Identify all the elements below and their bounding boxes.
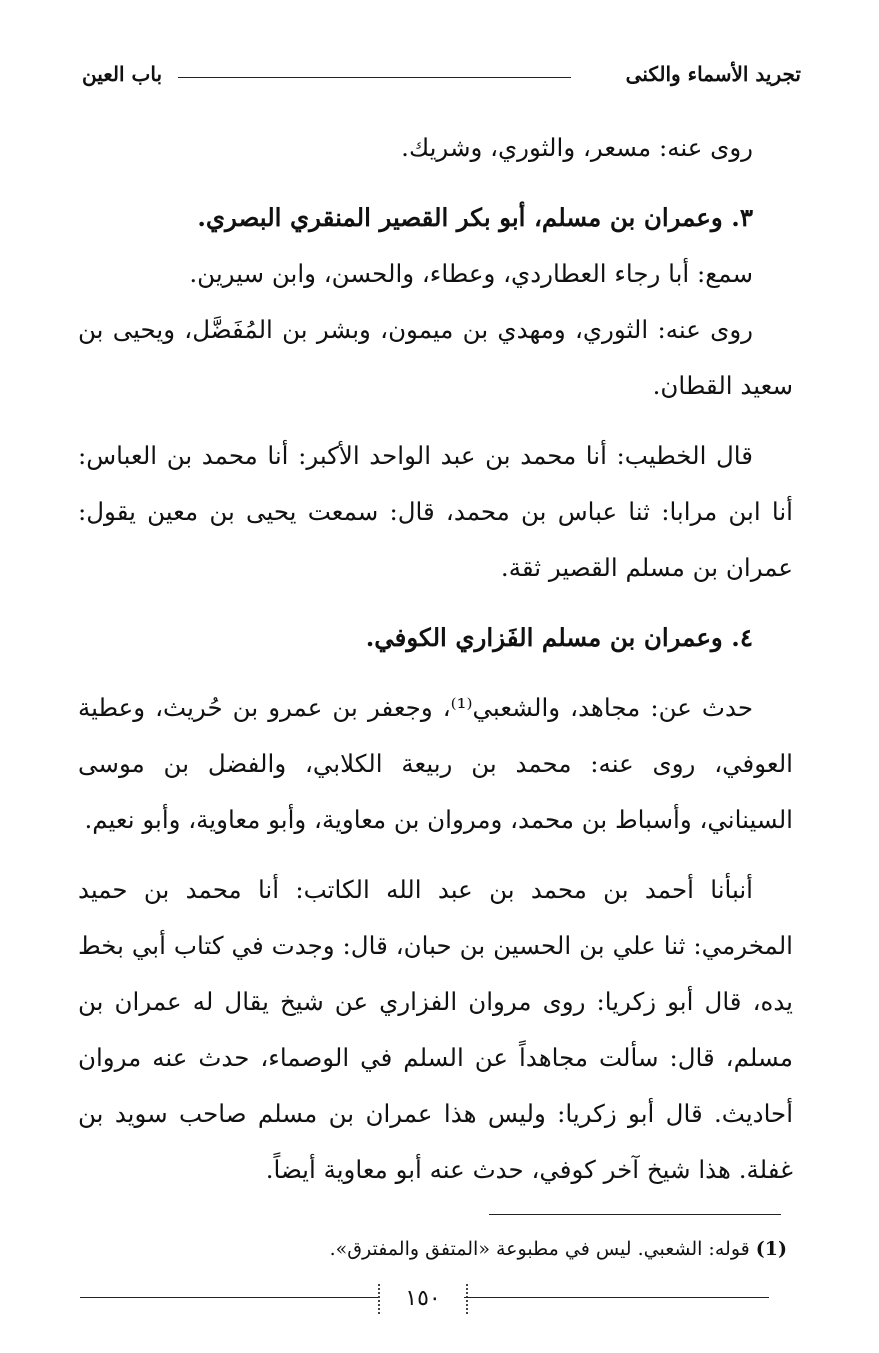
entry-heading: ٣. وعمران بن مسلم، أبو بكر القصير المنقري البصري. [197, 203, 753, 232]
paragraph: أنبأنا أحمد بن محمد بن عبد الله الكاتب: أنا محمد بن حميد المخرمي: ثنا علي بن الحسين بن حبان، قال: وجدت في كتاب أبي بخط يده، قال أبو زكريا: روى مروان الفزاري عن شيخ يقال له عمران بن مسلم، قال: سألت مجاهداً عن السلم في الوصماء، حدث عنه مروان أحاديث. قال أبو زكريا: وليس هذا عمران بن مسلم صاحب سويد بن غفلة. هذا شيخ آخر كوفي، حدث عنه أبو معاوية أيضاً. [78, 875, 793, 1184]
footnote-number: (1) [755, 1238, 787, 1260]
footnote-text: قوله: الشعبي. ليس في مطبوعة «المتفق والمفترق». [329, 1238, 750, 1260]
book-title: تجريد الأسماء والكنى [625, 62, 801, 86]
paragraph: روى عنه: مسعر، والثوري، وشريك. [401, 133, 753, 162]
page-number-rule-right [464, 1297, 769, 1298]
body-text [78, 120, 793, 1198]
entry-heading: ٤. وعمران بن مسلم الفَزاري الكوفي. [365, 623, 753, 652]
running-header [82, 62, 801, 94]
page-number: ١٥٠ [378, 1284, 468, 1314]
paragraph: قال الخطيب: أنا محمد بن عبد الواحد الأكبر: أنا محمد بن العباس: أنا ابن مرابا: ثنا عباس بن محمد، قال: سمعت يحيى بن معين يقول: عمران بن مسلم القصير ثقة. [78, 441, 793, 582]
paragraph: حدث عن: مجاهد، والشعبي⁽¹⁾، وجعفر بن عمرو بن حُريث، وعطية العوفي، روى عنه: محمد بن ربيعة الكلابي، والفضل بن موسى السيناني، وأسباط بن محمد، ومروان بن معاوية، وأبو معاوية، وأبو نعيم. [78, 693, 793, 834]
footnote [90, 1234, 787, 1264]
header-rule [178, 77, 571, 78]
paragraph: روى عنه: الثوري، ومهدي بن ميمون، وبشر بن المُفَضَّل، ويحيى بن سعيد القطان. [78, 315, 793, 400]
section-title: باب العين [82, 62, 163, 86]
footnote-rule [489, 1214, 781, 1215]
paragraph: سمع: أبا رجاء العطاردي، وعطاء، والحسن، وابن سيرين. [189, 259, 753, 288]
page-number-rule-left [80, 1297, 378, 1298]
